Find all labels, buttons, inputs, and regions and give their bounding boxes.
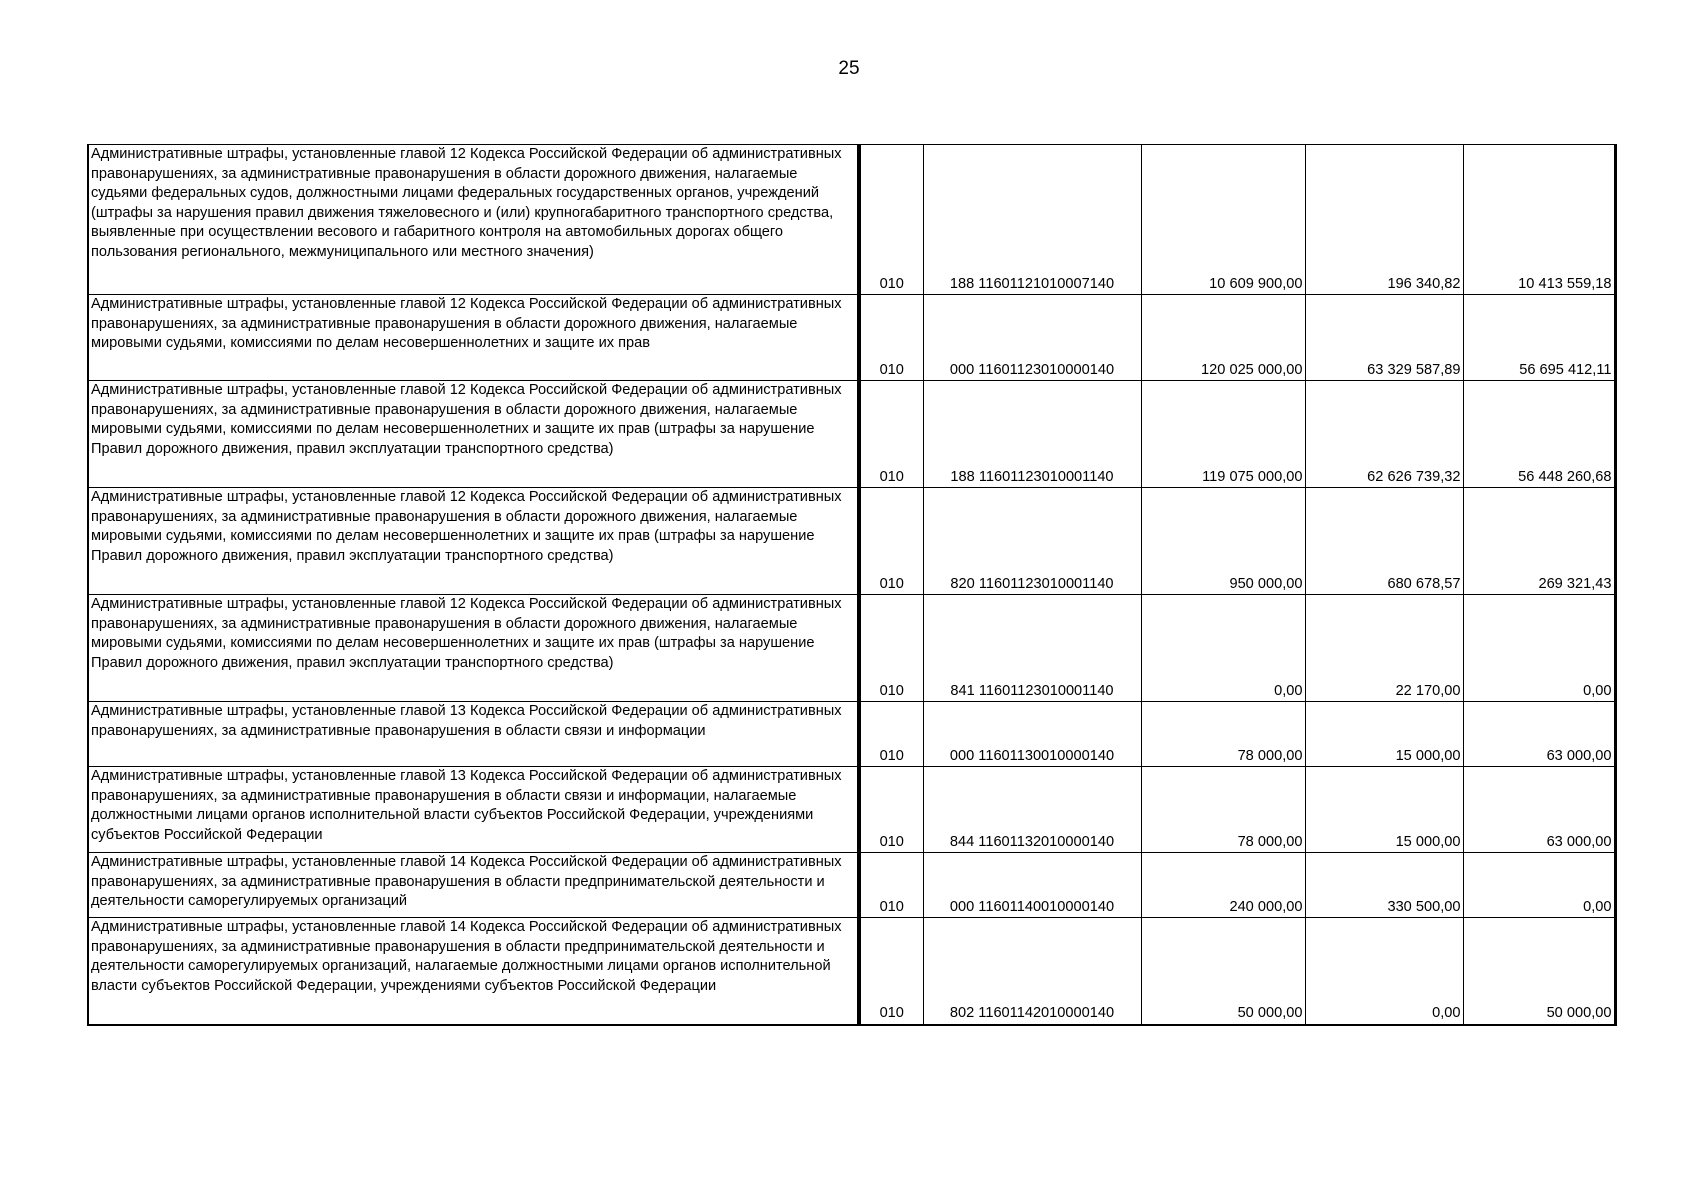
row-value-2: 330 500,00 bbox=[1305, 853, 1463, 918]
row-value-1: 50 000,00 bbox=[1141, 918, 1305, 1025]
row-value-1: 78 000,00 bbox=[1141, 767, 1305, 853]
table-row bbox=[88, 295, 1615, 381]
row-code: 010 bbox=[859, 853, 923, 918]
row-kbk: 841 11601123010001140 bbox=[923, 595, 1141, 702]
row-kbk: 820 11601123010001140 bbox=[923, 488, 1141, 595]
row-name: Административные штрафы, установленные главой 12 Кодекса Российской Федерации об административных правонарушениях, за административные правонарушения в области дорожного движения, налагаемые судьями федеральных судов, должностными лицами федеральных государственных органов, учреждений (штрафы за нарушения правил движения тяжеловесного и (или) крупногабаритного транспортного средства, выявленные при осуществлении весового и габаритного контроля на автомобильных дорогах общего пользования регионального, межмуниципального или местного значения) bbox=[88, 145, 859, 295]
row-code: 010 bbox=[859, 145, 923, 295]
row-kbk: 802 11601142010000140 bbox=[923, 918, 1141, 1025]
row-value-3: 269 321,43 bbox=[1463, 488, 1615, 595]
row-value-2: 62 626 739,32 bbox=[1305, 381, 1463, 488]
row-name: Административные штрафы, установленные главой 14 Кодекса Российской Федерации об административных правонарушениях, за административные правонарушения в области предпринимательской деятельности и деятельности саморегулируемых организаций, налагаемые должностными лицами органов исполнительной власти субъектов Российской Федерации, учреждениями субъектов Российской Федерации bbox=[88, 918, 859, 1025]
budget-table bbox=[87, 144, 1617, 1026]
row-value-3: 56 448 260,68 bbox=[1463, 381, 1615, 488]
row-name: Административные штрафы, установленные главой 12 Кодекса Российской Федерации об административных правонарушениях, за административные правонарушения в области дорожного движения, налагаемые мировыми судьями, комиссиями по делам несовершеннолетних и защите их прав bbox=[88, 295, 859, 381]
table-row bbox=[88, 145, 1615, 295]
row-code: 010 bbox=[859, 918, 923, 1025]
row-value-3: 10 413 559,18 bbox=[1463, 145, 1615, 295]
table-row bbox=[88, 853, 1615, 918]
row-value-3: 56 695 412,11 bbox=[1463, 295, 1615, 381]
row-value-1: 950 000,00 bbox=[1141, 488, 1305, 595]
table-row bbox=[88, 381, 1615, 488]
row-value-3: 0,00 bbox=[1463, 595, 1615, 702]
row-value-3: 63 000,00 bbox=[1463, 767, 1615, 853]
row-value-2: 680 678,57 bbox=[1305, 488, 1463, 595]
row-value-2: 22 170,00 bbox=[1305, 595, 1463, 702]
row-kbk: 000 11601140010000140 bbox=[923, 853, 1141, 918]
row-code: 010 bbox=[859, 702, 923, 767]
row-value-1: 0,00 bbox=[1141, 595, 1305, 702]
table-row bbox=[88, 702, 1615, 767]
row-kbk: 844 11601132010000140 bbox=[923, 767, 1141, 853]
table-row bbox=[88, 767, 1615, 853]
table-row bbox=[88, 918, 1615, 1025]
row-code: 010 bbox=[859, 767, 923, 853]
row-code: 010 bbox=[859, 595, 923, 702]
row-value-2: 63 329 587,89 bbox=[1305, 295, 1463, 381]
row-value-2: 15 000,00 bbox=[1305, 767, 1463, 853]
row-value-2: 15 000,00 bbox=[1305, 702, 1463, 767]
row-code: 010 bbox=[859, 488, 923, 595]
table-row bbox=[88, 488, 1615, 595]
row-value-3: 0,00 bbox=[1463, 853, 1615, 918]
row-value-1: 120 025 000,00 bbox=[1141, 295, 1305, 381]
row-value-2: 0,00 bbox=[1305, 918, 1463, 1025]
row-value-1: 119 075 000,00 bbox=[1141, 381, 1305, 488]
row-value-3: 63 000,00 bbox=[1463, 702, 1615, 767]
row-value-3: 50 000,00 bbox=[1463, 918, 1615, 1025]
row-name: Административные штрафы, установленные главой 13 Кодекса Российской Федерации об административных правонарушениях, за административные правонарушения в области связи и информации, налагаемые должностными лицами органов исполнительной власти субъектов Российской Федерации, учреждениями субъектов Российской Федерации bbox=[88, 767, 859, 853]
row-kbk: 188 11601121010007140 bbox=[923, 145, 1141, 295]
row-code: 010 bbox=[859, 381, 923, 488]
row-value-1: 240 000,00 bbox=[1141, 853, 1305, 918]
row-name: Административные штрафы, установленные главой 13 Кодекса Российской Федерации об административных правонарушениях, за административные правонарушения в области связи и информации bbox=[88, 702, 859, 767]
row-name: Административные штрафы, установленные главой 14 Кодекса Российской Федерации об административных правонарушениях, за административные правонарушения в области предпринимательской деятельности и деятельности саморегулируемых организаций bbox=[88, 853, 859, 918]
row-name: Административные штрафы, установленные главой 12 Кодекса Российской Федерации об административных правонарушениях, за административные правонарушения в области дорожного движения, налагаемые мировыми судьями, комиссиями по делам несовершеннолетних и защите их прав (штрафы за нарушение Правил дорожного движения, правил эксплуатации транспортного средства) bbox=[88, 488, 859, 595]
row-value-1: 10 609 900,00 bbox=[1141, 145, 1305, 295]
row-name: Административные штрафы, установленные главой 12 Кодекса Российской Федерации об административных правонарушениях, за административные правонарушения в области дорожного движения, налагаемые мировыми судьями, комиссиями по делам несовершеннолетних и защите их прав (штрафы за нарушение Правил дорожного движения, правил эксплуатации транспортного средства) bbox=[88, 595, 859, 702]
row-kbk: 188 11601123010001140 bbox=[923, 381, 1141, 488]
row-code: 010 bbox=[859, 295, 923, 381]
row-kbk: 000 11601130010000140 bbox=[923, 702, 1141, 767]
row-name: Административные штрафы, установленные главой 12 Кодекса Российской Федерации об административных правонарушениях, за административные правонарушения в области дорожного движения, налагаемые мировыми судьями, комиссиями по делам несовершеннолетних и защите их прав (штрафы за нарушение Правил дорожного движения, правил эксплуатации транспортного средства) bbox=[88, 381, 859, 488]
page-number: 25 bbox=[838, 58, 860, 79]
row-value-1: 78 000,00 bbox=[1141, 702, 1305, 767]
table-row bbox=[88, 595, 1615, 702]
row-value-2: 196 340,82 bbox=[1305, 145, 1463, 295]
row-kbk: 000 11601123010000140 bbox=[923, 295, 1141, 381]
